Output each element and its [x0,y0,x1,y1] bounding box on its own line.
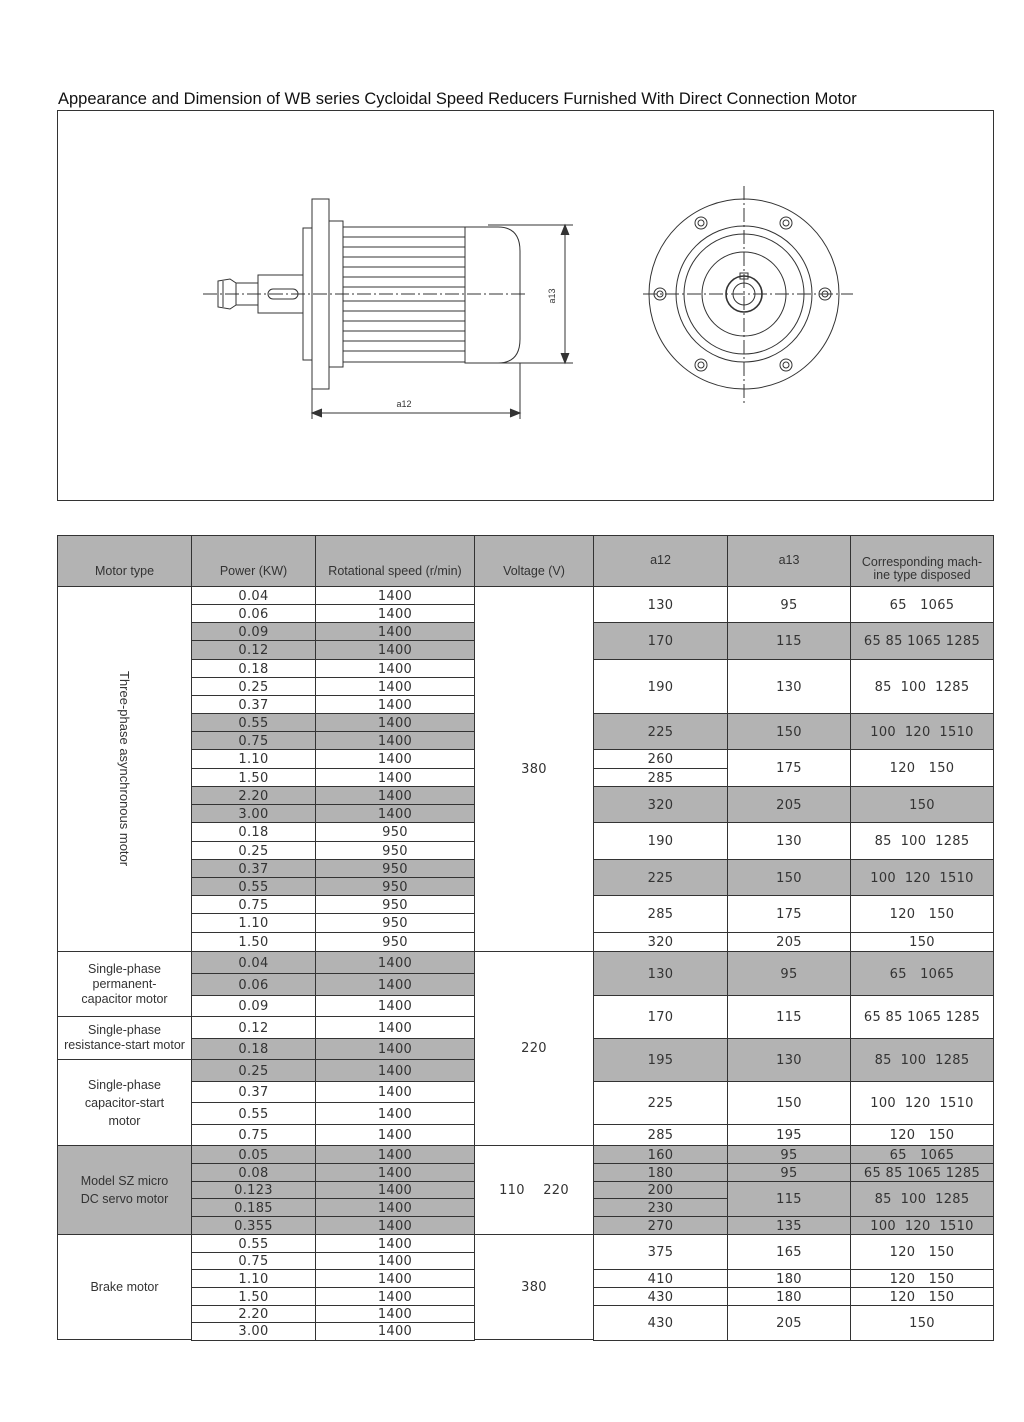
speed-cell: 1400 [315,677,475,697]
a12-cell: 180 [593,1163,728,1183]
a13-cell: 95 [727,1163,851,1183]
speed-cell: 1400 [315,1102,475,1126]
machine-type-cell: 150 [850,1305,994,1341]
machine-type-cell: 100 120 1510 [850,1081,994,1126]
machine-type-cell: 85 100 1285 [850,659,994,715]
speed-cell: 1400 [315,604,475,624]
power-cell: 1.10 [191,913,316,934]
a12-cell: 260 [593,749,728,770]
speed-cell: 1400 [315,1181,475,1200]
header-voltage: Voltage (V) [474,535,594,587]
power-cell: 0.75 [191,1124,316,1147]
machine-type-cell: 120 150 [850,1269,994,1289]
power-cell: 0.04 [191,586,316,606]
voltage-brake: 380 [474,1234,594,1340]
motor-type-brake: Brake motor [57,1234,192,1340]
speed-cell: 1400 [315,973,475,997]
power-cell: 0.37 [191,695,316,715]
a12-cell: 320 [593,932,728,953]
power-cell: 1.10 [191,1269,316,1289]
a12-cell: 225 [593,1081,728,1126]
a13-cell: 115 [727,622,851,661]
power-cell: 0.55 [191,877,316,897]
a12-cell: 285 [593,768,728,788]
machine-type-cell: 65 85 1065 1285 [850,995,994,1040]
speed-cell: 950 [315,877,475,897]
a12-cell: 130 [593,586,728,624]
speed-cell: 950 [315,859,475,879]
speed-cell: 950 [315,932,475,953]
a13-cell: 95 [727,1145,851,1165]
speed-cell: 1400 [315,1081,475,1104]
power-cell: 2.20 [191,786,316,806]
speed-cell: 1400 [315,1269,475,1289]
power-cell: 0.55 [191,1102,316,1126]
power-cell: 0.18 [191,1038,316,1061]
header-motor-type: Motor type [57,535,192,587]
power-cell: 0.05 [191,1145,316,1165]
speed-cell: 1400 [315,1145,475,1165]
speed-cell: 1400 [315,804,475,824]
machine-type-cell: 85 100 1285 [850,822,994,861]
speed-cell: 1400 [315,1124,475,1147]
a12-cell: 225 [593,713,728,751]
a13-cell: 135 [727,1216,851,1236]
machine-type-cell: 120 150 [850,1234,994,1271]
header-power: Power (KW) [191,535,316,587]
speed-cell: 1400 [315,995,475,1018]
speed-cell: 1400 [315,1016,475,1040]
speed-cell: 1400 [315,1163,475,1183]
motor-drawing-svg [58,111,995,502]
power-cell: 0.185 [191,1198,316,1218]
speed-cell: 1400 [315,1216,475,1236]
speed-cell: 1400 [315,640,475,661]
a12-cell: 410 [593,1269,728,1289]
a12-cell: 320 [593,786,728,824]
power-cell: 0.04 [191,951,316,975]
a13-cell: 165 [727,1234,851,1271]
header-a12: a12 [593,535,728,587]
a12-cell: 190 [593,659,728,715]
speed-cell: 950 [315,841,475,861]
motor-type-single-phase-resistance: Single-phase resistance-start motor [57,1016,192,1060]
power-cell: 0.18 [191,659,316,679]
machine-type-cell: 120 150 [850,1287,994,1307]
a12-cell: 230 [593,1198,728,1218]
a13-cell: 195 [727,1124,851,1147]
machine-type-cell: 150 [850,786,994,824]
speed-cell: 1400 [315,1059,475,1083]
a13-cell: 205 [727,932,851,953]
power-cell: 0.55 [191,713,316,733]
voltage-sz-servo: 110 220 [474,1145,594,1235]
speed-cell: 950 [315,895,475,915]
power-cell: 0.55 [191,1234,316,1254]
voltage-three-phase: 380 [474,586,594,952]
speed-cell: 1400 [315,1252,475,1271]
motor-type-label: Three-phase asynchronous motor [117,671,132,867]
header-speed: Rotational speed (r/min) [315,535,475,587]
a13-cell: 175 [727,749,851,788]
machine-type-cell: 100 120 1510 [850,713,994,751]
a13-label: a13 [547,288,557,304]
a12-cell: 430 [593,1287,728,1307]
speed-cell: 1400 [315,1322,475,1341]
speed-cell: 1400 [315,586,475,606]
speed-cell: 1400 [315,1234,475,1254]
header-machine-type: Corresponding mach-ine type disposed [850,535,994,587]
speed-cell: 1400 [315,659,475,679]
a12-cell: 225 [593,859,728,897]
a13-cell: 150 [727,713,851,751]
speed-cell: 1400 [315,731,475,751]
machine-type-cell: 65 1065 [850,951,994,997]
a13-cell: 95 [727,586,851,624]
a12-cell: 285 [593,1124,728,1147]
power-cell: 0.12 [191,640,316,661]
machine-type-cell: 100 120 1510 [850,1216,994,1236]
a12-label: a12 [396,399,412,409]
power-cell: 0.75 [191,895,316,915]
a12-cell: 195 [593,1038,728,1083]
power-cell: 0.06 [191,604,316,624]
speed-cell: 950 [315,913,475,934]
power-cell: 0.25 [191,677,316,697]
power-cell: 0.25 [191,841,316,861]
power-cell: 0.37 [191,859,316,879]
dimension-table [57,535,994,1340]
speed-cell: 950 [315,822,475,843]
a12-cell: 190 [593,822,728,861]
power-cell: 0.06 [191,973,316,997]
header-a13: a13 [727,535,851,587]
speed-cell: 1400 [315,695,475,715]
a13-cell: 205 [727,786,851,824]
power-cell: 0.09 [191,622,316,642]
power-cell: 0.08 [191,1163,316,1183]
dimension-drawing [57,110,994,501]
machine-type-cell: 65 85 1065 1285 [850,622,994,661]
speed-cell: 1400 [315,768,475,788]
power-cell: 0.09 [191,995,316,1018]
voltage-single-phase: 220 [474,951,594,1146]
a13-cell: 180 [727,1287,851,1307]
a12-cell: 430 [593,1305,728,1341]
a13-cell: 95 [727,951,851,997]
power-cell: 0.37 [191,1081,316,1104]
machine-type-cell: 120 150 [850,1124,994,1147]
a13-cell: 130 [727,822,851,861]
a13-cell: 205 [727,1305,851,1341]
power-cell: 0.18 [191,822,316,843]
a12-cell: 270 [593,1216,728,1236]
machine-type-cell: 65 1065 [850,586,994,624]
power-cell: 0.355 [191,1216,316,1236]
motor-type-single-phase-capacitor: Single-phase capacitor-start motor [57,1059,192,1146]
machine-type-cell: 150 [850,932,994,953]
a13-cell: 180 [727,1269,851,1289]
machine-type-cell: 120 150 [850,895,994,934]
power-cell: 1.10 [191,749,316,770]
speed-cell: 1400 [315,951,475,975]
power-cell: 0.25 [191,1059,316,1083]
a12-cell: 130 [593,951,728,997]
a13-cell: 130 [727,659,851,715]
a13-cell: 115 [727,1181,851,1218]
machine-type-cell: 85 100 1285 [850,1038,994,1083]
speed-cell: 1400 [315,786,475,806]
speed-cell: 1400 [315,749,475,770]
power-cell: 0.12 [191,1016,316,1040]
speed-cell: 1400 [315,1305,475,1324]
power-cell: 1.50 [191,768,316,788]
motor-type-three-phase [57,586,192,952]
speed-cell: 1400 [315,1038,475,1061]
machine-type-cell: 120 150 [850,749,994,788]
power-cell: 1.50 [191,932,316,953]
machine-type-cell: 65 85 1065 1285 [850,1163,994,1183]
a13-cell: 175 [727,895,851,934]
speed-cell: 1400 [315,1287,475,1307]
power-cell: 2.20 [191,1305,316,1324]
a13-cell: 130 [727,1038,851,1083]
speed-cell: 1400 [315,622,475,642]
machine-type-cell: 65 1065 [850,1145,994,1165]
power-cell: 3.00 [191,1322,316,1341]
a13-cell: 150 [727,859,851,897]
a13-cell: 150 [727,1081,851,1126]
power-cell: 3.00 [191,804,316,824]
a12-cell: 160 [593,1145,728,1165]
a12-cell: 200 [593,1181,728,1200]
power-cell: 0.75 [191,731,316,751]
speed-cell: 1400 [315,713,475,733]
power-cell: 0.75 [191,1252,316,1271]
a13-cell: 115 [727,995,851,1040]
a12-cell: 375 [593,1234,728,1271]
a12-cell: 170 [593,622,728,661]
motor-type-sz-servo: Model SZ micro DC servo motor [57,1145,192,1235]
power-cell: 1.50 [191,1287,316,1307]
a12-cell: 170 [593,995,728,1040]
fan-cover [465,227,520,363]
speed-cell: 1400 [315,1198,475,1218]
machine-type-cell: 100 120 1510 [850,859,994,897]
motor-type-single-phase-permanent: Single-phase permanent-capacitor motor [57,951,192,1017]
power-cell: 0.123 [191,1181,316,1200]
page-title: Appearance and Dimension of WB series Cycloidal Speed Reducers Furnished With Direct Connection Motor [58,90,857,108]
a12-cell: 285 [593,895,728,934]
machine-type-cell: 85 100 1285 [850,1181,994,1218]
